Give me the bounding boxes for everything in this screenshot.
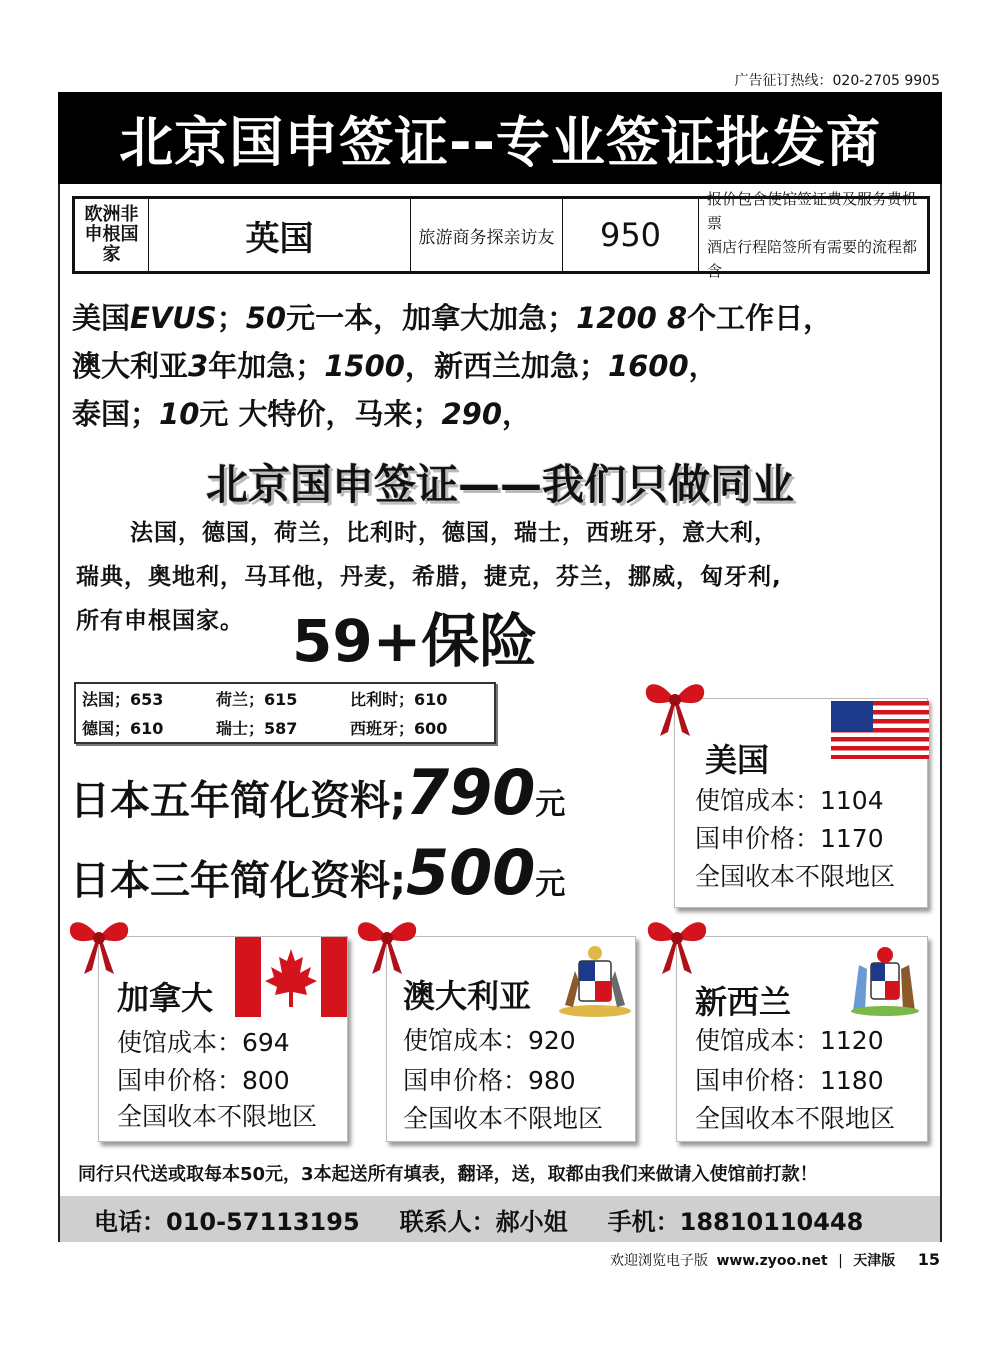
ribbon-bow-icon [66, 912, 132, 976]
card-canada [98, 936, 348, 1142]
contact-mobile: 手机：18810110448 [607, 1207, 864, 1236]
ribbon-bow-icon [642, 674, 708, 738]
card-cost: 使馆成本：694 [117, 1028, 290, 1057]
page-number: 15 [917, 1250, 940, 1269]
region-label: 欧洲非申根国家 [84, 204, 139, 265]
schengen-price-grid [74, 682, 496, 744]
card-title: 新西兰 [695, 983, 792, 1021]
grid-cell: 荷兰；615 [216, 690, 298, 709]
schengen-price: 59+保险 [292, 607, 538, 675]
contact-person: 联系人：郝小姐 [399, 1207, 568, 1236]
note-line-1: 报价包含使馆签证费及服务费机票 [707, 190, 918, 232]
promo-line-2: 澳大利亚3年加急；1500，新西兰加急；1600， [72, 349, 718, 383]
canada-flag-icon [235, 937, 347, 1017]
countries-line-2: 瑞典，奥地利，马耳他，丹麦，希腊，捷克，芬兰，挪威，匈牙利, [76, 564, 782, 590]
sub-headline: 北京国申签证——我们只做同业 [205, 460, 794, 509]
card-newzealand [676, 936, 928, 1142]
welcome-text: 欢迎浏览电子版 [609, 1253, 708, 1269]
separator: | [838, 1253, 843, 1269]
note-line-2: 酒店行程陪签所有需要的流程都含 [707, 238, 918, 280]
note-cell [699, 190, 927, 280]
visa-type-cell: 旅游商务探亲访友 [411, 199, 563, 271]
new-zealand-coat-of-arms-icon [843, 941, 925, 1019]
card-area: 全国收本不限地区 [695, 1104, 896, 1133]
card-price: 国申价格：800 [117, 1066, 290, 1095]
countries-line-3: 所有申根国家。 [76, 608, 244, 634]
uk-info-table [72, 190, 930, 280]
main-banner: 北京国申签证--专业签证批发商 [58, 92, 942, 184]
card-price: 国申价格：980 [403, 1066, 576, 1095]
japan-3yr-offer: 日本三年简化资料;500元 [70, 836, 566, 909]
edition-label: 天津版 [853, 1253, 896, 1269]
card-australia [386, 936, 636, 1142]
card-title: 加拿大 [117, 979, 214, 1017]
price-cell: 950 [563, 199, 699, 271]
japan-5yr-offer: 日本五年简化资料;790元 [70, 756, 566, 829]
grid-cell: 德国；610 [82, 719, 164, 738]
promo-line-1: 美国EVUS；50元一本，加拿大加急；1200 8个工作日， [72, 301, 833, 335]
site-link[interactable]: www.zyoo.net [716, 1253, 828, 1269]
card-area: 全国收本不限地区 [403, 1104, 604, 1133]
footer-note: 同行只代送或取每本50元，3本起送所有填表，翻译，送，取都由我们来做请入使馆前打款！ [78, 1164, 818, 1185]
card-title: 美国 [705, 741, 770, 779]
country-cell: 英国 [149, 199, 411, 271]
card-area: 全国收本不限地区 [117, 1102, 318, 1131]
ad-hotline: 广告征订热线：020-2705 9905 [734, 73, 940, 89]
ribbon-bow-icon [644, 912, 710, 976]
card-area: 全国收本不限地区 [695, 862, 896, 891]
grid-cell: 瑞士；587 [216, 719, 298, 738]
card-price: 国申价格：1170 [695, 824, 884, 853]
page-footer [610, 1250, 940, 1270]
contact-phone: 电话：010-57113195 [94, 1207, 360, 1236]
grid-row [76, 713, 494, 742]
card-cost: 使馆成本：1104 [695, 786, 884, 815]
us-flag-icon [831, 701, 929, 759]
card-cost: 使馆成本：920 [403, 1026, 576, 1055]
card-usa [674, 698, 928, 908]
grid-row [76, 684, 494, 713]
australia-coat-of-arms-icon [555, 941, 635, 1019]
countries-line-1: 法国，德国，荷兰，比利时，德国，瑞士，西班牙，意大利， [130, 520, 778, 546]
ribbon-bow-icon [354, 912, 420, 976]
grid-cell: 西班牙；600 [350, 719, 448, 738]
card-price: 国申价格：1180 [695, 1066, 884, 1095]
card-title: 澳大利亚 [403, 977, 532, 1015]
promo-line-3: 泰国；10元 大特价，马来；290， [72, 397, 532, 431]
region-cell [75, 199, 149, 271]
card-cost: 使馆成本：1120 [695, 1026, 884, 1055]
grid-cell: 法国；653 [82, 690, 164, 709]
contact-bar [60, 1196, 940, 1242]
grid-cell: 比利时；610 [350, 690, 448, 709]
